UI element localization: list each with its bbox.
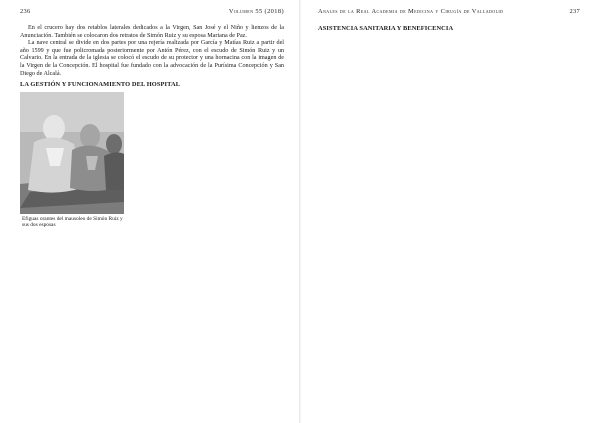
left-running-head: [20, 8, 284, 15]
right-page-number: 237: [569, 8, 580, 15]
paragraph: La nave central se divide en dos partes por una rejería realizada por García y Matías Ruiz a partir del año 1599 y que fue policromada posteriormente por Antón Pérez, con el escudo de Simón Ruiz y un Calvario. En la entrada de la iglesia se colocó el escudo de su protector y una hornacina con la imagen de la Virgen de la Concepción. El hospital fue fundado con la advocación de la Purísima Concepción y San Diego de Alcalá.: [20, 40, 284, 77]
section-heading: ASISTENCIA SANITARIA Y BENEFICENCIA: [318, 25, 454, 32]
section-heading: LA GESTIÓN Y FUNCIONAMIENTO DEL HOSPITAL: [20, 81, 181, 89]
left-running-title: Volumen 55 (2018): [228, 8, 284, 15]
figure-caption: Efiguas orantes del mausoleo de Simón Ruiz y sus dos esposas: [22, 215, 123, 229]
right-page: [300, 0, 600, 423]
mausoleum-photo: [20, 92, 124, 214]
paragraph: En el crucero hay dos retablos laterales dedicados a la Virgen, San José y el Niño y lienzos de la Anunciación. También se colocaron dos retratos de Simón Ruiz y su esposa Mariana de Paz.: [20, 25, 284, 39]
left-page-number: 236: [20, 8, 31, 15]
praying-statues-image: [20, 92, 124, 214]
right-running-head: [318, 8, 580, 15]
right-running-title: Anales de la Real Academia de Medicina y Cirugía de Valladolid: [318, 8, 504, 15]
figure: [20, 92, 124, 229]
